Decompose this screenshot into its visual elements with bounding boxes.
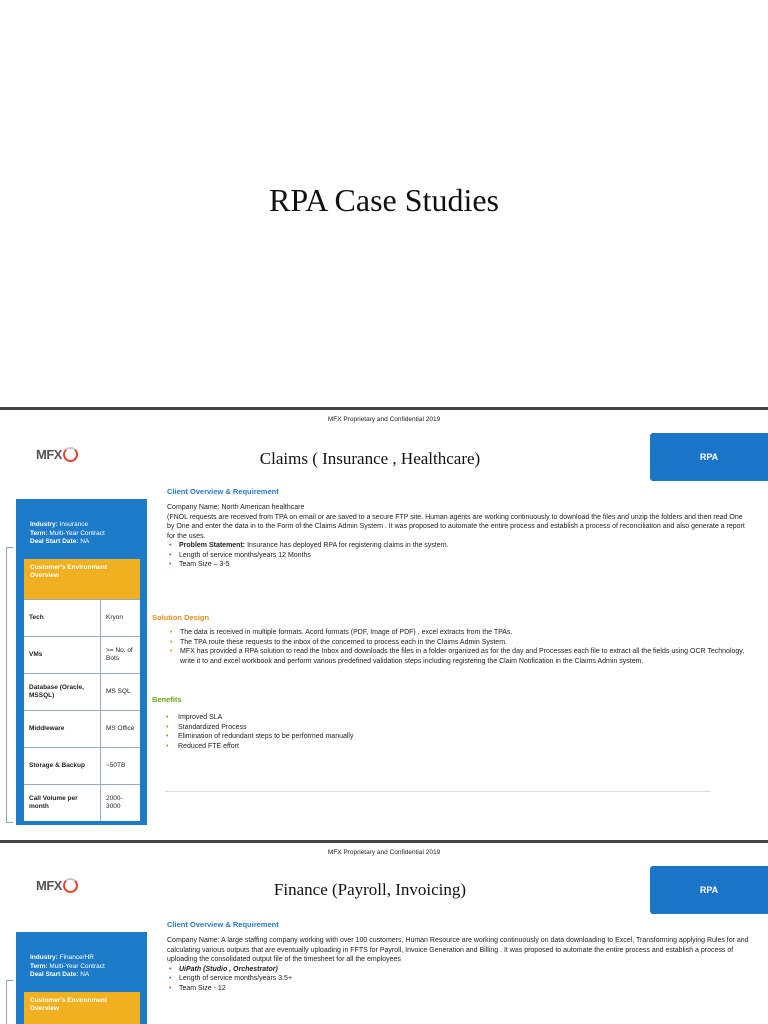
environment-header: Customer's Environment Overview [24,559,140,599]
benefits-heading: Benefits [152,695,182,704]
bracket-line [6,547,13,823]
list-item: • Improved SLA [152,713,652,723]
list-item: • Team Size – 3-5 [167,560,747,570]
list-item: • Team Size - 12 [167,984,755,994]
overview-text [167,936,755,993]
list-item: • Standardized Process [152,723,652,733]
table-row: Call Volume per month 2000-3000 [24,784,140,821]
overview-bullets [167,541,747,570]
rpa-badge: RPA [650,433,768,481]
engagement-info: Industry: Insurance Term: Multi-Year Contract Deal Start Date: NA [30,521,105,545]
left-info-panel [16,499,147,825]
solution-bullets [168,628,748,666]
list-item: • MFX has provided a RPA solution to read the Inbox and downloads the files in a folder organized as for the day and Processes each file to extract all the fields using OCR Technology, write it to and excel workbook and perform various predefined validation steps including registering the Claim Notification in the Claims Admin system. [168,647,748,666]
engagement-info: Industry: Finance/HR Term: Multi-Year Contract Deal Start Date: NA [30,954,105,978]
list-item: • The data is received in multiple formats. Acord formats (PDF, Image of PDF) , excel extracts from the TPAs. [168,628,748,638]
slide-divider [0,407,768,410]
solution-text [168,628,748,666]
table-row: Database (Oracle, MSSQL) MS SQL [24,673,140,710]
company-name: Company Name: North American healthcare [167,504,305,511]
slide-title: Finance (Payroll, Invoicing) [273,880,467,899]
environment-table [24,992,140,1024]
list-item: • Length of service months/years 3.5+ [167,974,755,984]
cover-title: RPA Case Studies [269,182,499,218]
rpa-badge: RPA [650,866,768,914]
mfx-logo: MFX [36,878,78,893]
environment-header: Customer's Environment Overview [24,992,140,1024]
list-item: • Problem Statement: Insurance has deployed RPA for registering claims in the system. [167,541,747,551]
logo-ring-icon [63,878,78,893]
list-item: • Reduced FTE effort [152,742,652,752]
table-row: Tech Kryon [24,599,140,636]
list-item: • Length of service months/years 12 Months [167,551,747,561]
confidential-note: MFX Proprietary and Confidential 2019 [327,849,441,856]
cover-slide [0,0,768,406]
slide-divider [0,840,768,843]
list-item: • UiPath (Studio , Orchestrator) [167,965,755,975]
benefits-bullets [152,713,652,751]
list-item: • The TPA route these requests to the inbox of the concerned to process each in the Claims Admin System. [168,638,748,648]
table-row: VMs >= No. of Bots [24,636,140,673]
logo-ring-icon [63,447,78,462]
benefits-text [152,713,652,751]
overview-heading: Client Overview & Requirement [167,920,279,929]
confidential-note: MFX Proprietary and Confidential 2019 [327,416,441,423]
overview-heading: Client Overview & Requirement [167,487,279,496]
solution-heading: Solution Design [152,613,210,622]
mfx-logo: MFX [36,447,78,462]
overview-description: Company Name: A large staffing company working with over 100 customers, Human Resource are working continuously on data downloading to Excel, Transforming applying Rules for and calculating various outputs that are eventually uploading in FFTS for Payroll, Invoice Generation and Billing . It was proposed to automate the entire process and establish a process of uploading the consolidated output file of the timesheet for all the employees [167,937,749,963]
slide-finance [0,844,768,1024]
table-row: Middleware MS Office [24,710,140,747]
slide-title: Claims ( Insurance , Healthcare) [259,449,481,468]
overview-text [167,503,747,570]
overview-bullets [167,965,755,994]
left-info-panel [16,932,147,1024]
list-item: • Elimination of redundant steps to be performed manually [152,732,652,742]
overview-description: (FNOL requests are received from TPA on email or are saved to a secure FTP site. Human agents are working continuously to download the files and unzip the folders and then read One by One and enter the data in to the Form of the Claims Admin System . It was proposed to automate the entire process and establish a process of reconciliation and also generate a report for the uses. [167,513,745,540]
table-row: Storage & Backup ~50TB [24,747,140,784]
environment-table [24,559,140,821]
slide-claims [0,411,768,837]
bracket-line [6,980,13,1024]
separator-line [165,791,711,792]
